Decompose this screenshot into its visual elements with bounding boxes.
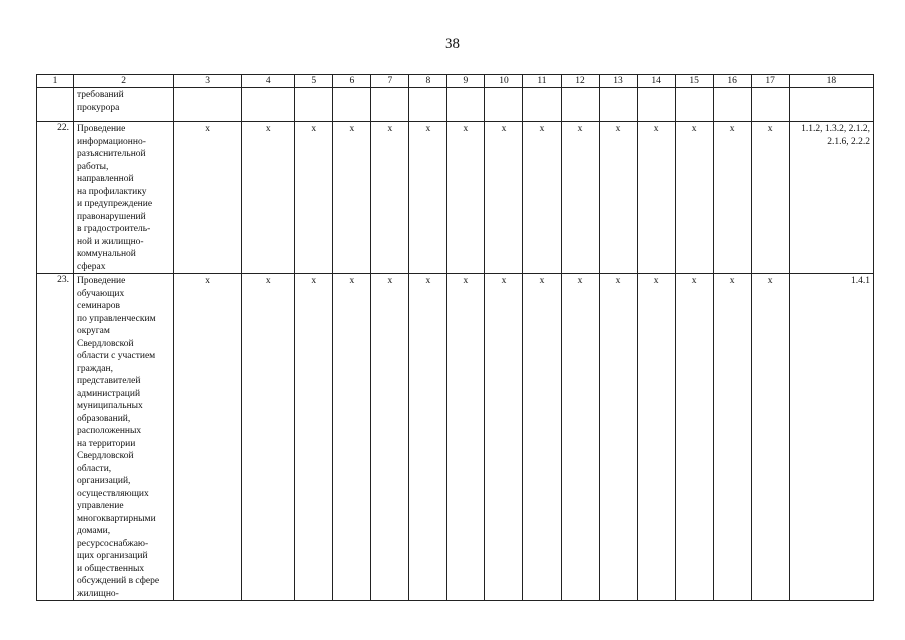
description-line: организаций, bbox=[77, 476, 131, 486]
mark-cell bbox=[409, 88, 447, 122]
mark-cell: x bbox=[371, 122, 409, 274]
page-number: 38 bbox=[445, 36, 460, 52]
column-header: 10 bbox=[485, 75, 523, 88]
row-description bbox=[74, 122, 174, 274]
column-header: 1 bbox=[37, 75, 74, 88]
description-line: граждан, bbox=[77, 363, 113, 374]
description-line: области, bbox=[77, 463, 112, 474]
description-line: щих организаций bbox=[77, 551, 148, 561]
description-line: Проведение bbox=[77, 124, 126, 134]
mark-cell: x bbox=[174, 274, 242, 601]
references-cell bbox=[789, 88, 873, 122]
mark-cell: x bbox=[713, 122, 751, 274]
mark-cell bbox=[599, 88, 637, 122]
column-header: 8 bbox=[409, 75, 447, 88]
description-line: муниципальных bbox=[77, 401, 143, 411]
description-line: округам bbox=[77, 326, 110, 336]
column-header: 13 bbox=[599, 75, 637, 88]
description-line: сферах bbox=[77, 261, 106, 272]
description-line: ной и жилищно- bbox=[77, 236, 144, 247]
description-line: разъяснительной bbox=[77, 149, 146, 159]
mark-cell: x bbox=[523, 274, 561, 601]
table-header-row bbox=[37, 75, 874, 88]
mark-cell: x bbox=[409, 122, 447, 274]
mark-cell: x bbox=[637, 122, 675, 274]
column-header: 17 bbox=[751, 75, 789, 88]
description-line: на территории bbox=[77, 438, 136, 449]
mark-cell: x bbox=[751, 122, 789, 274]
mark-cell: x bbox=[409, 274, 447, 601]
mark-cell: x bbox=[242, 122, 295, 274]
mark-cell bbox=[561, 88, 599, 122]
column-header: 3 bbox=[174, 75, 242, 88]
description-line: Свердловской bbox=[77, 338, 134, 349]
mark-cell: x bbox=[599, 274, 637, 601]
description-line: домами, bbox=[77, 526, 111, 536]
mark-cell bbox=[713, 88, 751, 122]
row-number: 23. bbox=[37, 274, 74, 601]
mark-cell: x bbox=[295, 122, 333, 274]
row-number bbox=[37, 88, 74, 122]
references-cell: 1.1.2, 1.3.2, 2.1.2, 2.1.6, 2.2.2 bbox=[789, 122, 873, 274]
column-header: 9 bbox=[447, 75, 485, 88]
column-header: 18 bbox=[789, 75, 873, 88]
mark-cell: x bbox=[675, 274, 713, 601]
description-line: образований, bbox=[77, 413, 131, 424]
description-line: администраций bbox=[77, 388, 141, 399]
description-line: управление bbox=[77, 501, 124, 511]
description-line: прокурора bbox=[77, 102, 120, 113]
description-line: обучающих bbox=[77, 288, 125, 299]
table-row bbox=[37, 88, 874, 122]
data-table bbox=[36, 74, 874, 601]
column-header: 6 bbox=[333, 75, 371, 88]
description-line: и предупреждение bbox=[77, 199, 153, 209]
mark-cell bbox=[485, 88, 523, 122]
mark-cell bbox=[675, 88, 713, 122]
column-header: 12 bbox=[561, 75, 599, 88]
mark-cell bbox=[751, 88, 789, 122]
mark-cell bbox=[242, 88, 295, 122]
description-line: требований bbox=[77, 90, 124, 100]
description-line: многоквартирными bbox=[77, 513, 156, 524]
row-number: 22. bbox=[37, 122, 74, 274]
mark-cell: x bbox=[637, 274, 675, 601]
description-line: в градостроитель- bbox=[77, 224, 151, 234]
description-line: по управленческим bbox=[77, 313, 156, 324]
column-header: 14 bbox=[637, 75, 675, 88]
description-line: направленной bbox=[77, 174, 134, 184]
mark-cell: x bbox=[675, 122, 713, 274]
description-line: Свердловской bbox=[77, 451, 134, 461]
mark-cell bbox=[637, 88, 675, 122]
mark-cell: x bbox=[485, 122, 523, 274]
mark-cell: x bbox=[333, 122, 371, 274]
description-line: на профилактику bbox=[77, 186, 147, 197]
column-header: 4 bbox=[242, 75, 295, 88]
mark-cell: x bbox=[599, 122, 637, 274]
description-line: расположенных bbox=[77, 426, 142, 436]
column-header: 11 bbox=[523, 75, 561, 88]
description-line: области с участием bbox=[77, 351, 156, 361]
description-line: семинаров bbox=[77, 301, 120, 311]
mark-cell bbox=[523, 88, 561, 122]
table-row bbox=[37, 122, 874, 274]
mark-cell: x bbox=[561, 122, 599, 274]
description-line: обсуждений в сфере bbox=[77, 576, 160, 586]
description-line: представителей bbox=[77, 376, 141, 386]
column-header: 7 bbox=[371, 75, 409, 88]
mark-cell: x bbox=[333, 274, 371, 601]
description-line: ресурсоснабжаю- bbox=[77, 538, 149, 549]
mark-cell bbox=[174, 88, 242, 122]
column-header: 5 bbox=[295, 75, 333, 88]
mark-cell: x bbox=[371, 274, 409, 601]
mark-cell: x bbox=[174, 122, 242, 274]
description-line: жилищно- bbox=[77, 588, 119, 599]
mark-cell bbox=[447, 88, 485, 122]
description-line: правонарушений bbox=[77, 211, 146, 222]
description-line: и общественных bbox=[77, 563, 145, 574]
mark-cell: x bbox=[523, 122, 561, 274]
mark-cell: x bbox=[485, 274, 523, 601]
mark-cell bbox=[295, 88, 333, 122]
mark-cell: x bbox=[447, 122, 485, 274]
references-cell: 1.4.1 bbox=[789, 274, 873, 601]
mark-cell bbox=[371, 88, 409, 122]
row-description bbox=[74, 88, 174, 122]
description-line: информационно- bbox=[77, 136, 146, 147]
row-description bbox=[74, 274, 174, 601]
description-line: коммунальной bbox=[77, 249, 136, 259]
mark-cell: x bbox=[713, 274, 751, 601]
table-row bbox=[37, 274, 874, 601]
mark-cell: x bbox=[447, 274, 485, 601]
mark-cell: x bbox=[242, 274, 295, 601]
description-line: Проведение bbox=[77, 276, 126, 286]
mark-cell bbox=[333, 88, 371, 122]
column-header: 16 bbox=[713, 75, 751, 88]
description-line: осуществляющих bbox=[77, 488, 149, 499]
column-header: 15 bbox=[675, 75, 713, 88]
mark-cell: x bbox=[295, 274, 333, 601]
description-line: работы, bbox=[77, 161, 109, 172]
mark-cell: x bbox=[751, 274, 789, 601]
column-header: 2 bbox=[74, 75, 174, 88]
mark-cell: x bbox=[561, 274, 599, 601]
